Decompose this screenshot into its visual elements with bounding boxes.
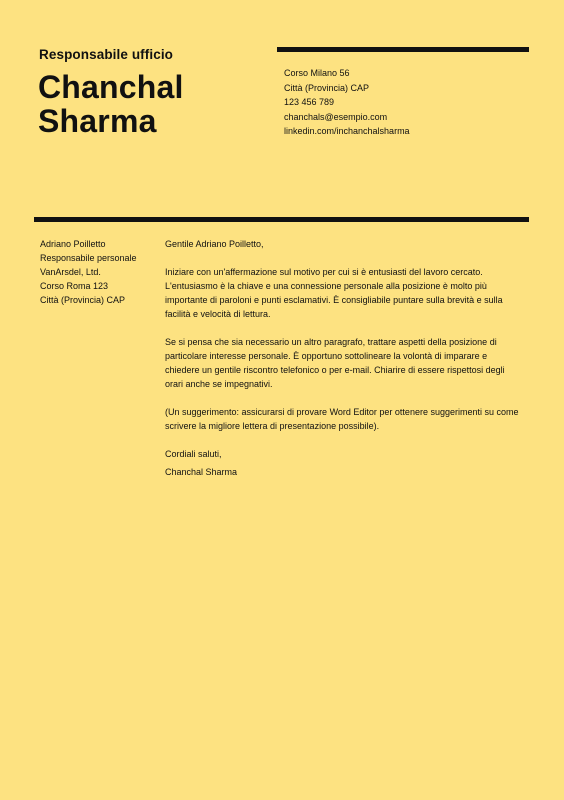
first-name: Chanchal (38, 69, 184, 105)
recipient-name: Adriano Poilletto (40, 239, 106, 249)
letter-greeting: Gentile Adriano Poilletto, (165, 239, 264, 249)
recipient-block (40, 237, 137, 307)
header-divider (277, 47, 529, 52)
recipient-city: Città (Provincia) CAP (40, 295, 126, 305)
applicant-name (38, 70, 184, 138)
contact-block (284, 66, 410, 139)
contact-address: Corso Milano 56 (284, 68, 350, 78)
last-name: Sharma (38, 103, 157, 139)
letter-signature: Chanchal Sharma (165, 467, 238, 477)
section-divider (34, 217, 529, 222)
contact-city: Città (Provincia) CAP (284, 82, 370, 93)
recipient-role: Responsabile personale (40, 253, 137, 263)
letter-body (165, 237, 519, 479)
letter-closing: Cordiali saluti, (165, 449, 222, 459)
recipient-address: Corso Roma 123 (40, 281, 109, 291)
contact-linkedin[interactable]: linkedin.com/inchanchalsharma (284, 126, 410, 136)
letter-paragraph-2: Se si pensa che sia necessario un altro paragrafo, trattare aspetti della posizione di particolare interesse personale. È opportuno sottolineare la volontà di imparare e chiedere un gentile riscontro telefonico o per e-mail. Chiarire di essere rispettosi degli orari anche se impegnativi. (165, 337, 505, 389)
job-title: Responsabile ufficio (39, 47, 174, 62)
letter-paragraph-1: Iniziare con un'affermazione sul motivo per cui si è entusiasti del lavoro cercato. L'entusiasmo è la chiave e una connessione personale alla posizione è molto più importante di paroloni e punti esclamativi. È consigliabile puntare sulla brevità e sulla facilità e velocità di lettura. (165, 267, 503, 319)
contact-phone: 123 456 789 (284, 97, 335, 107)
letter-paragraph-3: (Un suggerimento: assicurarsi di provare Word Editor per ottenere suggerimenti su come scrivere la migliore lettera di presentazione possibile). (165, 407, 519, 431)
recipient-company: VanArsdel, Ltd. (40, 267, 101, 277)
contact-email[interactable]: chanchals@esempio.com (284, 111, 388, 122)
